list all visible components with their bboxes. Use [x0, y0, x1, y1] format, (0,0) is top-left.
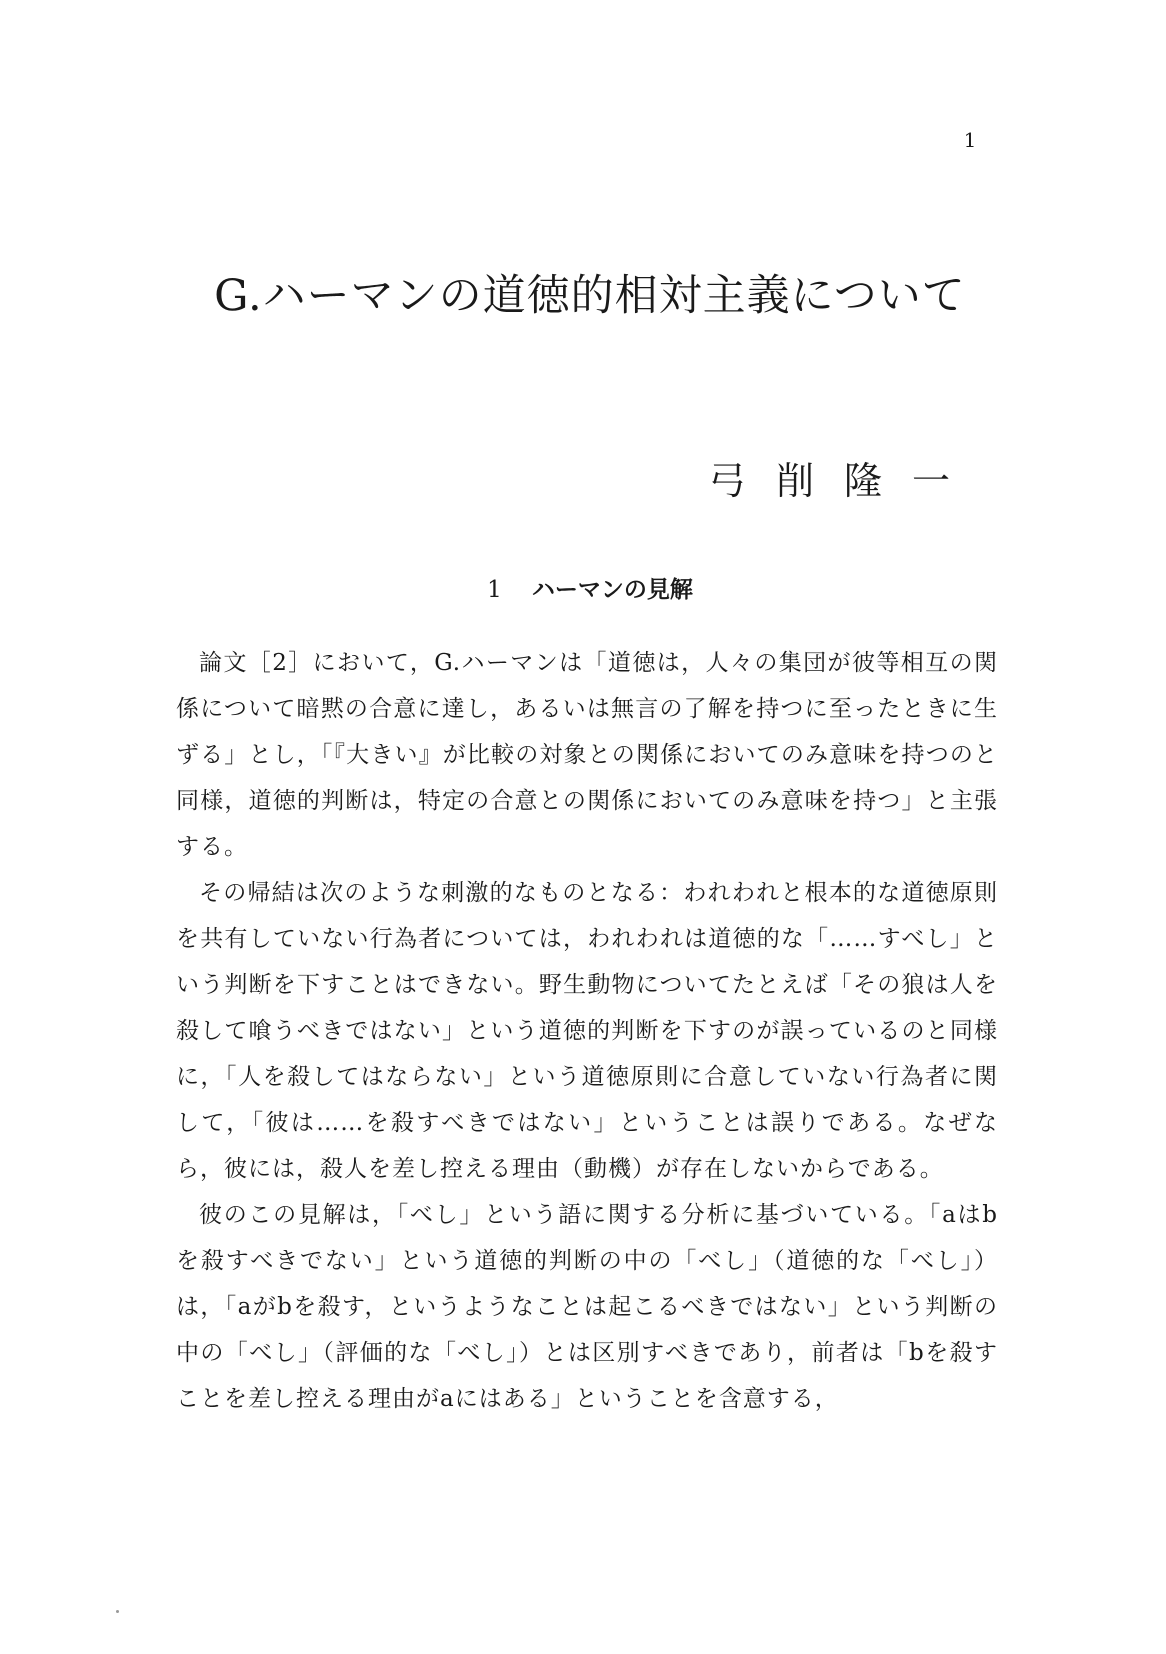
body-text: [176, 640, 998, 1422]
paragraph: その帰結は次のような刺激的なものとなる：われわれと根本的な道徳原則を共有していない行為者については，われわれは道徳的な「……すべし」という判断を下すことはできない。野生動物についてたとえば「その狼は人を殺して喰うべきではない」という道徳的判断を下すのが誤っているのと同様に，「人を殺してはならない」という道徳原則に合意していない行為者に関して，「彼は……を殺すべきではない」ということは誤りである。なぜなら，彼には，殺人を差し控える理由（動機）が存在しないからである。: [176, 880, 998, 1182]
page-number: 1: [963, 128, 977, 152]
paragraph: 彼のこの見解は，「べし」という語に関する分析に基づいている。「aはbを殺すべきでない」という道徳的判断の中の「べし」（道徳的な「べし」）は，「aがbを殺す，というようなことは起こるべきではない」という判断の中の「べし」（評価的な「べし」）とは区別すべきであり，前者は「bを殺すことを差し控える理由がaにはある」ということを含意する，: [176, 1202, 998, 1412]
author-name: 弓削隆一: [707, 459, 980, 503]
scan-speck: [116, 1610, 119, 1613]
section-number: 1: [487, 577, 502, 603]
paragraph: 論文［2］において，G.ハーマンは「道徳は，人々の集団が彼等相互の関係について暗黙の合意に達し，あるいは無言の了解を持つに至ったときに生ずる」とし，「『大きい』が比較の対象との関係においてのみ意味を持つのと同様，道徳的判断は，特定の合意との関係においてのみ意味を持つ」と主張する。: [176, 650, 998, 860]
section-heading: [200, 571, 980, 604]
section-title: ハーマンの見解: [531, 577, 693, 603]
paper-title: G.ハーマンの道徳的相対主義について: [214, 271, 966, 321]
